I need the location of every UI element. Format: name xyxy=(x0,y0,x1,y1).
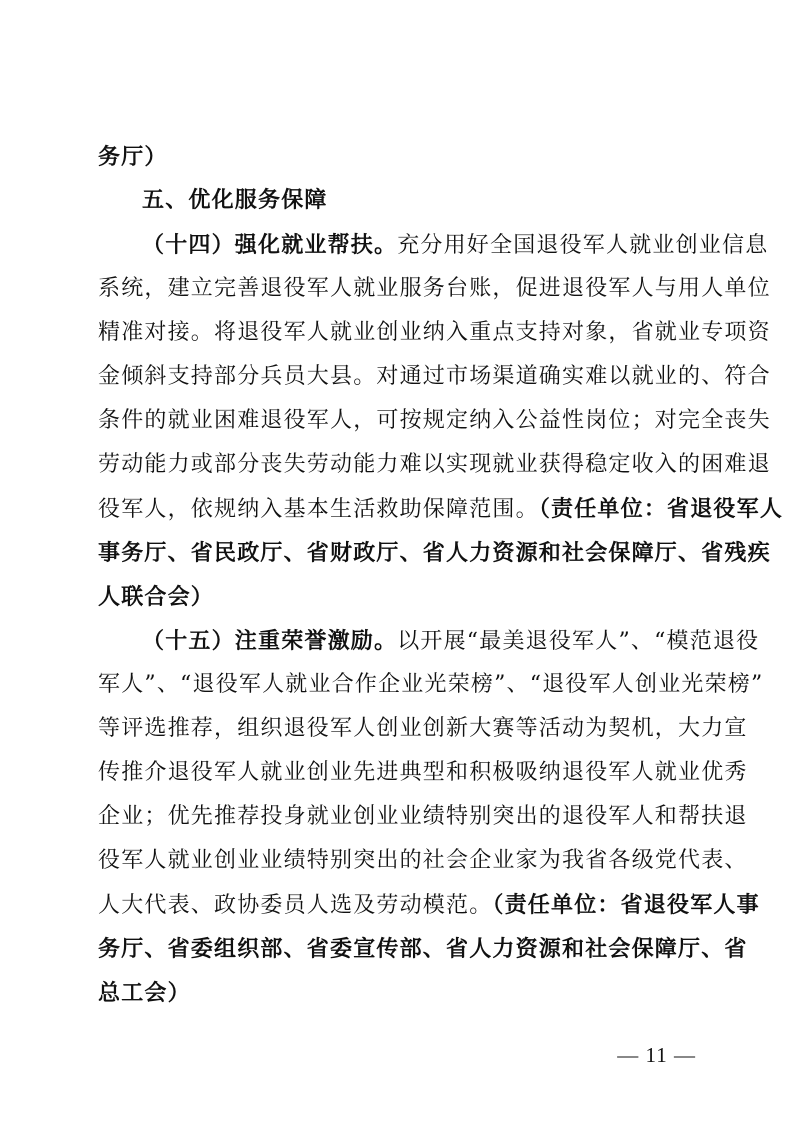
text-line: 事务厅、省民政厅、省财政厅、省人力资源和社会保障厅、省残疾 xyxy=(98,540,771,566)
text-line: 务厅） xyxy=(98,144,168,170)
text-span: 以开展“最美退役军人”、“模范退役 xyxy=(397,629,760,654)
text-line: 系统，建立完善退役军人就业服务台账，促进退役军人与用人单位 xyxy=(98,276,771,301)
text-line: 务厅、省委组织部、省委宣传部、省人力资源和社会保障厅、省 xyxy=(98,936,748,962)
item-title: （十四）强化就业帮扶。 xyxy=(142,232,398,258)
paragraph-first-line xyxy=(142,230,769,261)
responsibility-label: （责任单位：省退役军人事 xyxy=(492,892,760,918)
text-line: 传推介退役军人就业创业先进典型和积极吸纳退役军人就业优秀 xyxy=(98,760,748,785)
paragraph-first-line xyxy=(142,626,760,657)
text-line xyxy=(98,890,760,921)
text-line: 企业；优先推荐投身就业创业业绩特别突出的退役军人和帮扶退 xyxy=(98,804,748,829)
text-line: 条件的就业困难退役军人，可按规定纳入公益性岗位；对完全丧失 xyxy=(98,408,771,433)
text-span: 充分用好全国退役军人就业创业信息 xyxy=(397,233,769,258)
text-line: 劳动能力或部分丧失劳动能力难以实现就业获得稳定收入的困难退 xyxy=(98,452,771,477)
text-line: 精准对接。将退役军人就业创业纳入重点支持对象，省就业专项资 xyxy=(98,320,771,345)
text-span: 人大代表、政协委员人选及劳动模范。 xyxy=(98,893,493,918)
text-line: 总工会） xyxy=(98,980,191,1006)
page-number: — 11 — xyxy=(617,1043,696,1067)
text-line: 等评选推荐，组织退役军人创业创新大赛等活动为契机，大力宣 xyxy=(98,716,748,741)
item-title: （十五）注重荣誉激励。 xyxy=(142,628,398,654)
text-line xyxy=(98,494,784,525)
section-heading: 五、优化服务保障 xyxy=(142,188,328,213)
text-line: 金倾斜支持部分兵员大县。对通过市场渠道确实难以就业的、符合 xyxy=(98,364,771,389)
text-line: 役军人就业创业业绩特别突出的社会企业家为我省各级党代表、 xyxy=(98,848,748,873)
text-span: 役军人，依规纳入基本生活救助保障范围。 xyxy=(98,497,539,522)
text-line: 军人”、“退役军人就业合作企业光荣榜”、“退役军人创业光荣榜” xyxy=(98,672,764,697)
text-line: 人联合会） xyxy=(98,584,215,610)
responsibility-label: （责任单位：省退役军人 xyxy=(538,496,784,522)
